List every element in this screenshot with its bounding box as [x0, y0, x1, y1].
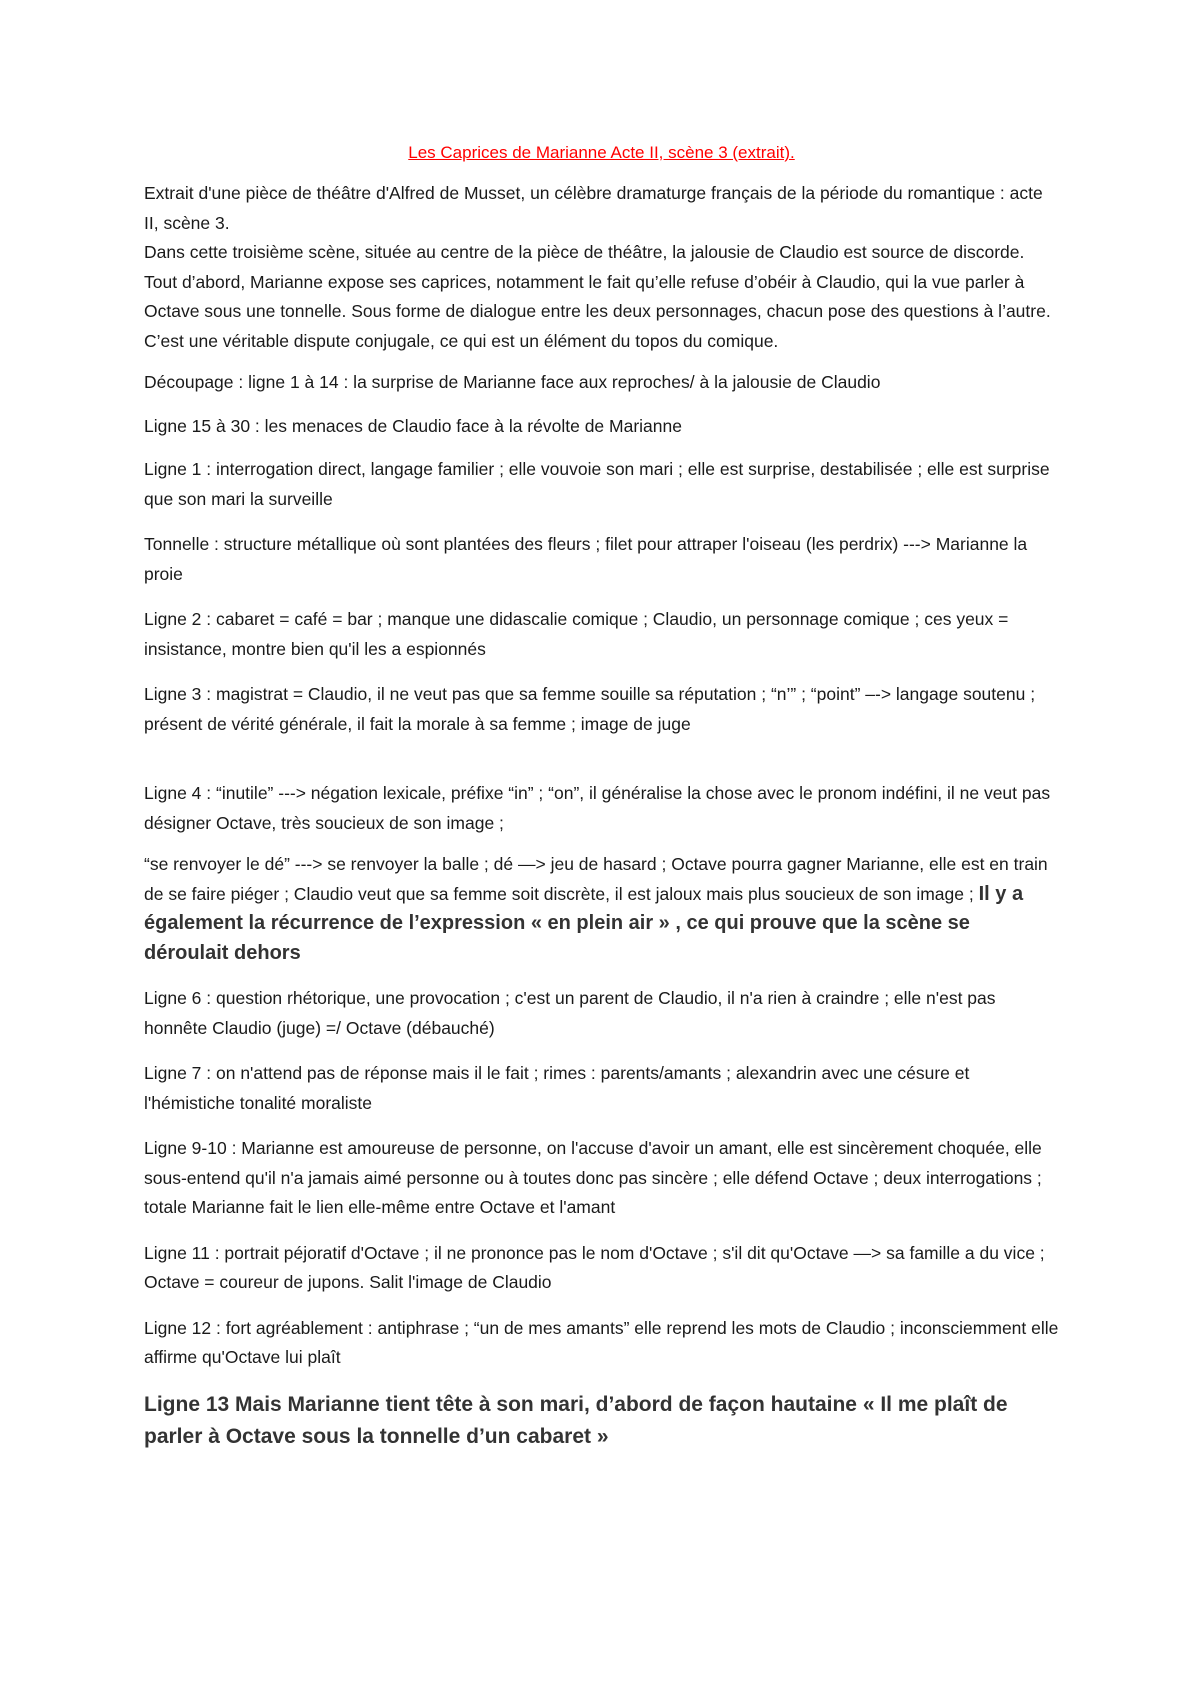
ligne-12-paragraph: Ligne 12 : fort agréablement : antiphrase ; “un de mes amants” elle reprend les mots de Claudio ; inconsciemment elle affirme qu'Octave lui plaît [144, 1317, 1059, 1367]
intro-line-2: Dans cette troisième scène, située au centre de la pièce de théâtre, la jalousie de Claudio est source de discorde. Tout d’abord, Marianne expose ses caprices, notamment le fait qu’elle refuse d’obéir à Claudio, qui la vue parler à Octave sous une tonnelle. Sous forme de dialogue entre les deux personnages, chacun pose des questions à l’autre. C’est une véritable dispute conjugale, ce qui est un élément du topos du comique. [144, 242, 1051, 351]
se-renvoyer-bold-text: Il y a également la récurrence de l’expression « en plein air » , ce qui prouve que la scène se déroulait dehors [144, 882, 1024, 964]
se-renvoyer-paragraph [144, 850, 1059, 968]
document-title: Les Caprices de Marianne Acte II, scène 3 (extrait). [408, 143, 795, 162]
ligne-1-paragraph: Ligne 1 : interrogation direct, langage familier ; elle vouvoie son mari ; elle est surprise, destabilisée ; elle est surprise que son mari la surveille [144, 459, 1050, 509]
ligne-15-30-paragraph: Ligne 15 à 30 : les menaces de Claudio face à la révolte de Marianne [144, 415, 682, 436]
ligne-7-paragraph: Ligne 7 : on n'attend pas de réponse mais il le fait ; rimes : parents/amants ; alexandrin avec une césure et l'hémistiche tonalité moraliste [144, 1063, 970, 1113]
ligne-9-10-paragraph: Ligne 9-10 : Marianne est amoureuse de personne, on l'accuse d'avoir un amant, elle est sincèrement choquée, elle sous-entend qu'il n'a jamais aimé personne ou à toutes donc pas sincère ; elle défend Octave ; deux interrogations ; totale Marianne fait le lien elle-même entre Octave et l'amant [144, 1138, 1042, 1217]
document-page [144, 140, 1059, 1469]
ligne-11-paragraph: Ligne 11 : portrait péjoratif d'Octave ; il ne prononce pas le nom d'Octave ; s'il dit qu'Octave —> sa famille a du vice ; Octave = coureur de jupons. Salit l'image de Claudio [144, 1242, 1045, 1292]
intro-paragraph [144, 179, 1059, 356]
decoupage-paragraph: Découpage : ligne 1 à 14 : la surprise de Marianne face aux reproches/ à la jalousie de Claudio [144, 372, 881, 392]
tonnelle-paragraph: Tonnelle : structure métallique où sont plantées des fleurs ; filet pour attraper l'oiseau (les perdrix) ---> Marianne la proie [144, 534, 1028, 584]
intro-line-1: Extrait d'une pièce de théâtre d'Alfred de Musset, un célèbre dramaturge français de la période du romantique : acte II, scène 3. [144, 183, 1043, 233]
ligne-6-paragraph: Ligne 6 : question rhétorique, une provocation ; c'est un parent de Claudio, il n'a rien à craindre ; elle n'est pas honnête Claudio (juge) =/ Octave (débauché) [144, 988, 996, 1038]
ligne-3-paragraph: Ligne 3 : magistrat = Claudio, il ne veut pas que sa femme souille sa réputation ; “n’” ; “point” –-> langage soutenu ; présent de vérité générale, il fait la morale à sa femme ; image de juge [144, 684, 1036, 734]
ligne-4-paragraph: Ligne 4 : “inutile” ---> négation lexicale, préfixe “in” ; “on”, il généralise la chose avec le pronom indéfini, il ne veut pas désigner Octave, très soucieux de son image ; [144, 783, 1051, 833]
ligne-2-paragraph: Ligne 2 : cabaret = café = bar ; manque une didascalie comique ; Claudio, un personnage comique ; ces yeux = insistance, montre bien qu'il les a espionnés [144, 609, 1009, 659]
se-renvoyer-text: “se renvoyer le dé” ---> se renvoyer la balle ; dé —> jeu de hasard ; Octave pourra gagner Marianne, elle est en train de se faire piéger ; Claudio veut que sa femme soit discrète, il est jaloux mais plus soucieux de son image ; [144, 854, 1048, 904]
ligne-13-paragraph: Ligne 13 Mais Marianne tient tête à son mari, d’abord de façon hautaine « Il me plaît de parler à Octave sous la tonnelle d’un cabaret » [144, 1392, 1008, 1448]
